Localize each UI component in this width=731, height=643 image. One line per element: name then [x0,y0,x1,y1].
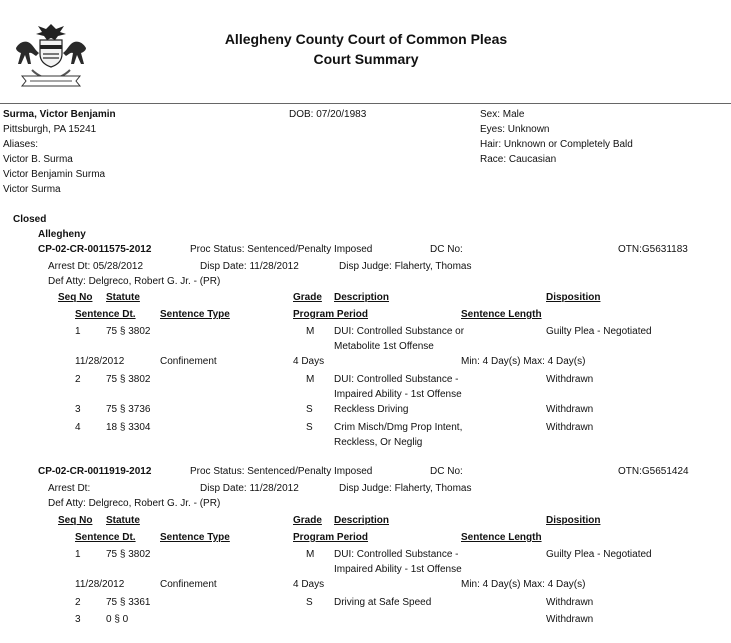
sentence-program-period: 4 Days [293,579,325,590]
heading-disposition: Disposition [546,515,601,526]
charge-grade: M [306,326,315,337]
heading-program-period: Program Period [293,532,369,543]
heading-seq-no: Seq No [58,292,93,303]
sentence-length: Min: 4 Day(s) Max: 4 Day(s) [461,356,586,367]
charge-seq: 3 [75,404,81,415]
charge-seq: 2 [75,597,81,608]
charge-statute: 75 § 3802 [106,326,151,337]
charge-description: Reckless, Or Neglig [334,437,423,448]
charge-grade: S [306,404,313,415]
charge-disposition: Withdrawn [546,422,594,433]
heading-sentence-length: Sentence Length [461,532,542,543]
case-disp-date: Disp Date: 11/28/2012 [200,483,299,494]
charge-description: Metabolite 1st Offense [334,341,434,352]
sentence-type: Confinement [160,356,217,367]
charge-statute: 75 § 3802 [106,374,151,385]
charge-description: DUI: Controlled Substance - [334,549,459,560]
sentence-date: 11/28/2012 [75,579,125,590]
charge-disposition: Guilty Plea - Negotiated [546,326,652,337]
charge-grade: M [306,374,315,385]
case-otn: OTN:G5651424 [618,466,689,477]
heading-disposition: Disposition [546,292,601,303]
sentence-program-period: 4 Days [293,356,325,367]
case-docket-number: CP-02-CR-0011575-2012 [38,244,152,255]
charge-description: Impaired Ability - 1st Offense [334,564,462,575]
heading-seq-no: Seq No [58,515,93,526]
charge-seq: 1 [75,549,81,560]
case-otn: OTN:G5631183 [618,244,688,255]
charge-disposition: Withdrawn [546,597,594,608]
case-proc-status: Proc Status: Sentenced/Penalty Imposed [190,466,373,477]
sentence-date: 11/28/2012 [75,356,125,367]
pennsylvania-coat-of-arms-icon [8,22,94,88]
charge-statute: 75 § 3736 [106,404,151,415]
case-disp-date: Disp Date: 11/28/2012 [200,261,299,272]
charge-description: DUI: Controlled Substance or [334,326,465,337]
charge-disposition: Withdrawn [546,404,594,415]
heading-grade: Grade [293,515,322,526]
case-arrest-date: Arrest Dt: 05/28/2012 [48,261,144,272]
charge-disposition: Guilty Plea - Negotiated [546,549,652,560]
charge-grade: M [306,549,315,560]
case-arrest-date: Arrest Dt: [48,483,91,494]
charge-description: DUI: Controlled Substance - [334,374,459,385]
heading-program-period: Program Period [293,309,369,320]
defendant-race: Race: Caucasian [480,154,557,165]
charge-description: Reckless Driving [334,404,409,415]
charge-grade: S [306,597,313,608]
alias-item: Victor Surma [3,184,61,195]
charge-statute: 18 § 3304 [106,422,151,433]
alias-item: Victor B. Surma [3,154,73,165]
case-dc-no: DC No: [430,244,463,255]
heading-statute: Statute [106,515,140,526]
heading-sentence-type: Sentence Type [160,532,230,543]
page-title: Allegheny County Court of Common Pleas [224,31,508,47]
heading-grade: Grade [293,292,322,303]
charge-seq: 1 [75,326,81,337]
charge-seq: 3 [75,614,81,625]
heading-sentence-date: Sentence Dt. [75,532,136,543]
section-county: Allegheny [38,229,86,240]
case-defense-attorney: Def Atty: Delgreco, Robert G. Jr. - (PR) [48,498,221,509]
section-status: Closed [13,214,47,225]
charge-statute: 75 § 3361 [106,597,151,608]
defendant-hair: Hair: Unknown or Completely Bald [480,139,633,150]
aliases-label: Aliases: [3,139,39,150]
charge-disposition: Withdrawn [546,374,594,385]
case-dc-no: DC No: [430,466,463,477]
heading-description: Description [334,292,390,303]
heading-sentence-type: Sentence Type [160,309,230,320]
sentence-length: Min: 4 Day(s) Max: 4 Day(s) [461,579,586,590]
heading-sentence-date: Sentence Dt. [75,309,136,320]
charge-statute: 75 § 3802 [106,549,151,560]
heading-statute: Statute [106,292,140,303]
defendant-city: Pittsburgh, PA 15241 [3,124,97,135]
alias-item: Victor Benjamin Surma [3,169,106,180]
case-disp-judge: Disp Judge: Flaherty, Thomas [339,261,472,272]
charge-description: Impaired Ability - 1st Offense [334,389,462,400]
case-disp-judge: Disp Judge: Flaherty, Thomas [339,483,472,494]
defendant-name: Surma, Victor Benjamin [3,109,116,120]
case-defense-attorney: Def Atty: Delgreco, Robert G. Jr. - (PR) [48,276,221,287]
defendant-sex: Sex: Male [480,109,525,120]
case-docket-number: CP-02-CR-0011919-2012 [38,466,152,477]
heading-description: Description [334,515,390,526]
charge-statute: 0 § 0 [106,614,129,625]
charge-seq: 4 [75,422,81,433]
defendant-dob: DOB: 07/20/1983 [289,109,367,120]
sentence-type: Confinement [160,579,217,590]
charge-grade: S [306,422,313,433]
charge-disposition: Withdrawn [546,614,594,625]
charge-description: Crim Misch/Dmg Prop Intent, [334,422,463,433]
charge-seq: 2 [75,374,81,385]
heading-sentence-length: Sentence Length [461,309,542,320]
header-divider [0,103,731,104]
case-proc-status: Proc Status: Sentenced/Penalty Imposed [190,244,373,255]
page-subtitle: Court Summary [313,51,419,67]
defendant-eyes: Eyes: Unknown [480,124,550,135]
charge-description: Driving at Safe Speed [334,597,432,608]
